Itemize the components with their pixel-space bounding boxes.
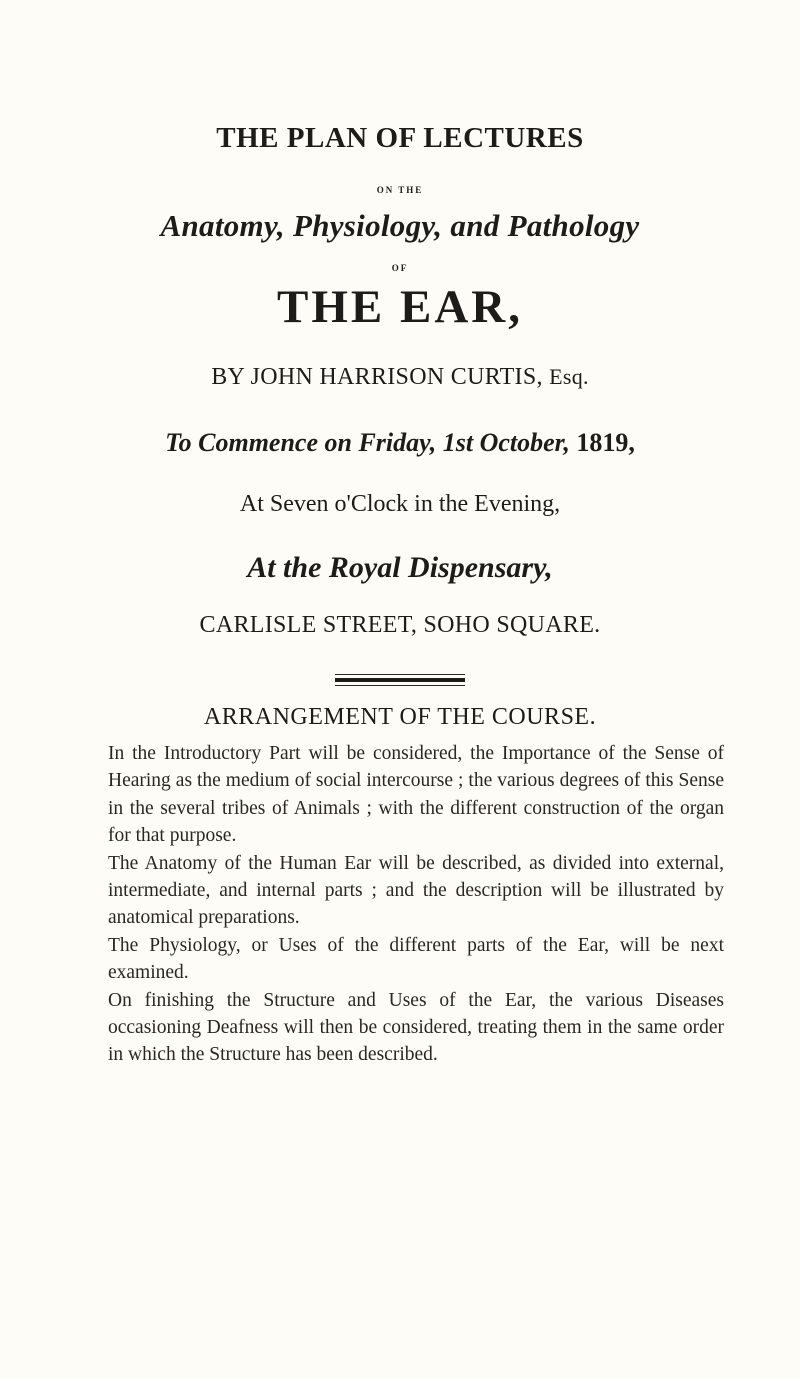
paragraph-introductory: In the Introductory Part will be considered, the Importance of the Sense of Hearing as the medium of social intercourse ; the various degrees of this Sense in the several tribes of Animals ; with the different construction of the organ for that purpose. bbox=[108, 743, 724, 847]
author-name: BY JOHN HARRISON CURTIS, bbox=[211, 364, 543, 390]
venue-line: At the Royal Dispensary, bbox=[247, 551, 553, 584]
paragraph-diseases: On finishing the Structure and Uses of the Ear, the various Diseases occasioning Deafness will then be considered, treating them in the same order in which the Structure has been described. bbox=[108, 989, 724, 1066]
subject-line: Anatomy, Physiology, and Pathology bbox=[160, 208, 640, 243]
time-line: At Seven o'Clock in the Evening, bbox=[239, 491, 561, 517]
commence-date: To Commence on Friday, 1st October, bbox=[165, 428, 570, 457]
divider-rule-bottom bbox=[335, 685, 465, 686]
divider-rule-thick bbox=[335, 678, 465, 682]
course-description bbox=[108, 740, 724, 1069]
paragraph-anatomy: The Anatomy of the Human Ear will be described, as divided into external, intermediate, and internal parts ; and the description will be illustrated by anatomical preparations. bbox=[108, 852, 724, 929]
lecture-title: THE PLAN OF LECTURES bbox=[216, 122, 584, 154]
arrangement-heading: ARRANGEMENT OF THE COURSE. bbox=[203, 704, 597, 730]
commence-line bbox=[0, 428, 800, 458]
paragraph-physiology: The Physiology, or Uses of the different parts of the Ear, will be next examined. bbox=[108, 934, 724, 984]
commence-year: 1819, bbox=[576, 428, 635, 457]
address-line: CARLISLE STREET, SOHO SQUARE. bbox=[199, 612, 601, 638]
on-the-label: ON THE bbox=[376, 185, 424, 195]
author-suffix: Esq. bbox=[549, 364, 589, 389]
author-line bbox=[0, 364, 800, 391]
divider-rule-top bbox=[335, 674, 465, 675]
the-ear-heading: THE EAR, bbox=[277, 281, 523, 333]
of-label: OF bbox=[391, 263, 409, 273]
